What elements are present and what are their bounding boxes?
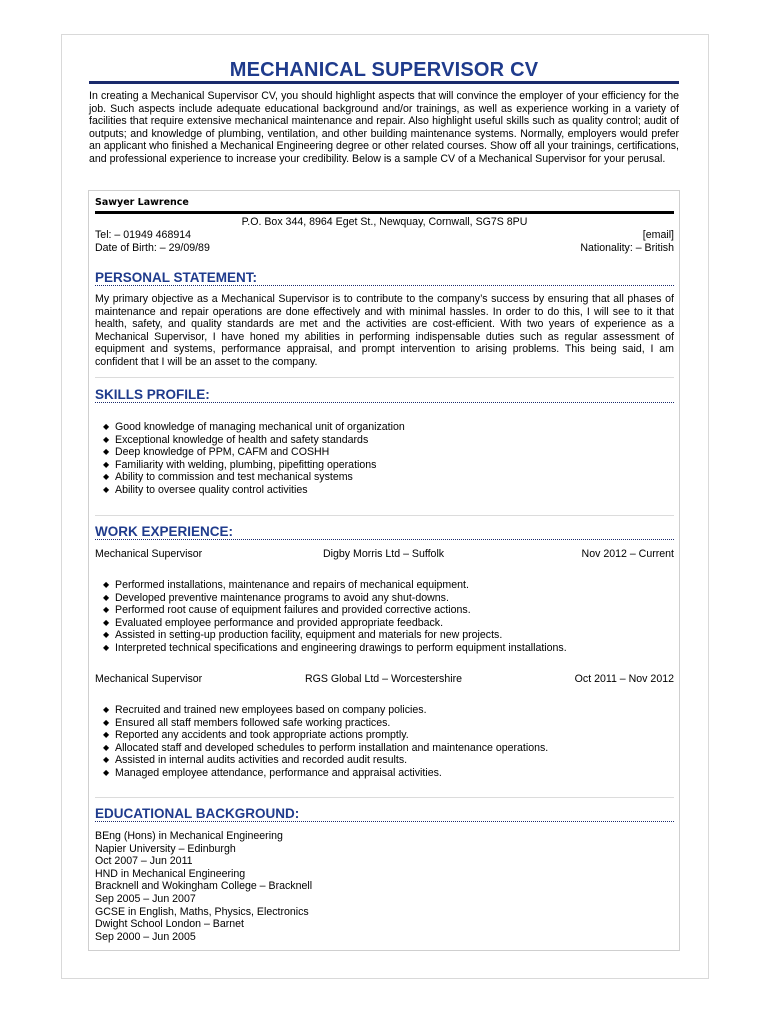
education-line: Sep 2005 – Jun 2007 (95, 892, 196, 905)
job-duties-list (101, 704, 548, 780)
section-divider (95, 285, 674, 286)
job-title: Mechanical Supervisor (95, 548, 203, 560)
list-item: ◆ Developed preventive maintenance programs to avoid any shut-downs. (103, 591, 449, 604)
list-item: ◆ Evaluated employee performance and provided appropriate feedback. (103, 616, 444, 629)
date-of-birth: Date of Birth: – 29/09/89 (95, 242, 210, 254)
list-item: ◆ Exceptional knowledge of health and safety standards (103, 433, 369, 446)
job-dates: Oct 2011 – Nov 2012 (574, 673, 674, 685)
job-dates: Nov 2012 – Current (581, 548, 674, 560)
bullet-icon: ◆ (103, 592, 110, 602)
bullet-icon: ◆ (103, 742, 110, 752)
skills-heading: SKILLS PROFILE: (95, 387, 210, 402)
bullet-icon: ◆ (103, 630, 110, 640)
grey-divider (95, 515, 674, 516)
list-item: ◆ Ability to commission and test mechanical systems (103, 471, 353, 484)
list-item: ◆ Assisted in setting-up production facility, equipment and materials for new projects. (103, 629, 503, 642)
bullet-icon: ◆ (103, 422, 110, 431)
list-item: ◆ Deep knowledge of PPM, CAFM and COSHH (103, 446, 330, 459)
bullet-icon: ◆ (103, 434, 110, 444)
list-item: ◆ Recruited and trained new employees based on company policies. (103, 704, 427, 716)
list-item: ◆ Familiarity with welding, plumbing, pipefitting operations (103, 458, 377, 471)
section-divider (95, 402, 674, 403)
bullet-icon: ◆ (103, 617, 110, 627)
job-title: Mechanical Supervisor (95, 673, 203, 685)
bullet-icon: ◆ (103, 642, 110, 652)
skills-list (101, 421, 405, 497)
education-line: Sep 2000 – Jun 2005 (95, 930, 196, 943)
bullet-icon: ◆ (103, 472, 110, 482)
bullet-icon: ◆ (103, 580, 110, 589)
nationality: Nationality: – British (580, 242, 674, 254)
grey-divider (95, 797, 674, 798)
education-heading: EDUCATIONAL BACKGROUND: (95, 806, 300, 821)
bullet-icon: ◆ (103, 484, 110, 494)
page-title: MECHANICAL SUPERVISOR CV (229, 59, 539, 81)
bullet-icon: ◆ (103, 605, 110, 615)
education-line: Bracknell and Wokingham College – Bracknell (95, 880, 313, 893)
job-header (95, 548, 674, 561)
education-line: Napier University – Edinburgh (95, 842, 236, 855)
education-line: BEng (Hons) in Mechanical Engineering (95, 830, 283, 842)
bullet-icon: ◆ (103, 705, 110, 714)
list-item: ◆ Performed installations, maintenance and repairs of mechanical equipment. (103, 579, 469, 591)
job-header (95, 673, 674, 686)
bullet-icon: ◆ (103, 755, 110, 765)
candidate-name: Sawyer Lawrence (95, 197, 189, 208)
list-item: ◆ Managed employee attendance, performance and appraisal activities. (103, 766, 442, 779)
job-duties-list (101, 579, 567, 655)
bullet-icon: ◆ (103, 717, 110, 727)
section-divider (95, 821, 674, 822)
job-company: RGS Global Ltd – Worcestershire (305, 673, 463, 685)
list-item: ◆ Assisted in internal audits activities and recorded audit results. (103, 754, 408, 767)
title-underline (89, 81, 679, 84)
education-list (95, 830, 312, 943)
list-item: ◆ Ability to oversee quality control activities (103, 483, 308, 496)
title-block (89, 58, 679, 82)
personal-statement-heading: PERSONAL STATEMENT: (95, 270, 258, 285)
grey-divider (95, 377, 674, 378)
email: [email] (642, 229, 674, 241)
list-item: ◆ Allocated staff and developed schedules to perform installation and maintenance operations. (103, 741, 549, 754)
list-item: ◆ Good knowledge of managing mechanical unit of organization (103, 421, 405, 433)
list-item: ◆ Interpreted technical specifications and engineering drawings to perform equipment installations. (103, 641, 567, 654)
education-line: HND in Mechanical Engineering (95, 867, 246, 880)
intro-paragraph: In creating a Mechanical Supervisor CV, you should highlight aspects that will convince the employer of your efficiency for the job. Such aspects include adequate educational background and/or trainings, as well as experience working in a variety of facilities that require extensive mechanical maintenance and repair. Also highlight useful skills such as quality control; audit of outputs; and knowledge of plumbing, ventilation, and other building maintenance systems. Normally, employers would prefer an applicant who finished a Mechanical Engineering degree or other related courses. Show off all your trainings, certifications, and professional experience to increase your credibility. Below is a sample CV of a Mechanical Supervisor for your perusal. (89, 90, 679, 165)
job-company: Digby Morris Ltd – Suffolk (323, 548, 445, 560)
telephone: Tel: – 01949 468914 (95, 229, 192, 241)
list-item: ◆ Performed root cause of equipment failures and provided corrective actions. (103, 604, 471, 617)
list-item: ◆ Ensured all staff members followed safe working practices. (103, 716, 391, 729)
education-line: Oct 2007 – Jun 2011 (95, 855, 193, 868)
name-divider (95, 211, 674, 214)
bullet-icon: ◆ (103, 730, 110, 740)
personal-statement-text: My primary objective as a Mechanical Supervisor is to contribute to the company’s success by ensuring that all phases of maintenance and repair operations are done effectively and with minimal hassles. In order to do this, I will see to it that health, safety, and quality standards are met and the activities are cost-efficient. With two years of experience as a Mechanical Supervisor, I have honed my abilities in performing indispensable duties such as regular assessment of equipment and systems, performance appraisal, and prompt intervention to arising problems. This being said, I am confident that I will be an asset to the company. (95, 293, 674, 368)
bullet-icon: ◆ (103, 447, 110, 457)
education-line: GCSE in English, Maths, Physics, Electronics (95, 905, 309, 918)
list-item: ◆ Reported any accidents and took appropriate actions promptly. (103, 729, 409, 742)
education-line: Dwight School London – Barnet (95, 918, 245, 931)
section-divider (95, 539, 674, 540)
bullet-icon: ◆ (103, 767, 110, 777)
address: P.O. Box 344, 8964 Eget St., Newquay, Cornwall, SG7S 8PU (241, 216, 528, 228)
work-experience-heading: WORK EXPERIENCE: (95, 524, 234, 539)
bullet-icon: ◆ (103, 459, 110, 469)
